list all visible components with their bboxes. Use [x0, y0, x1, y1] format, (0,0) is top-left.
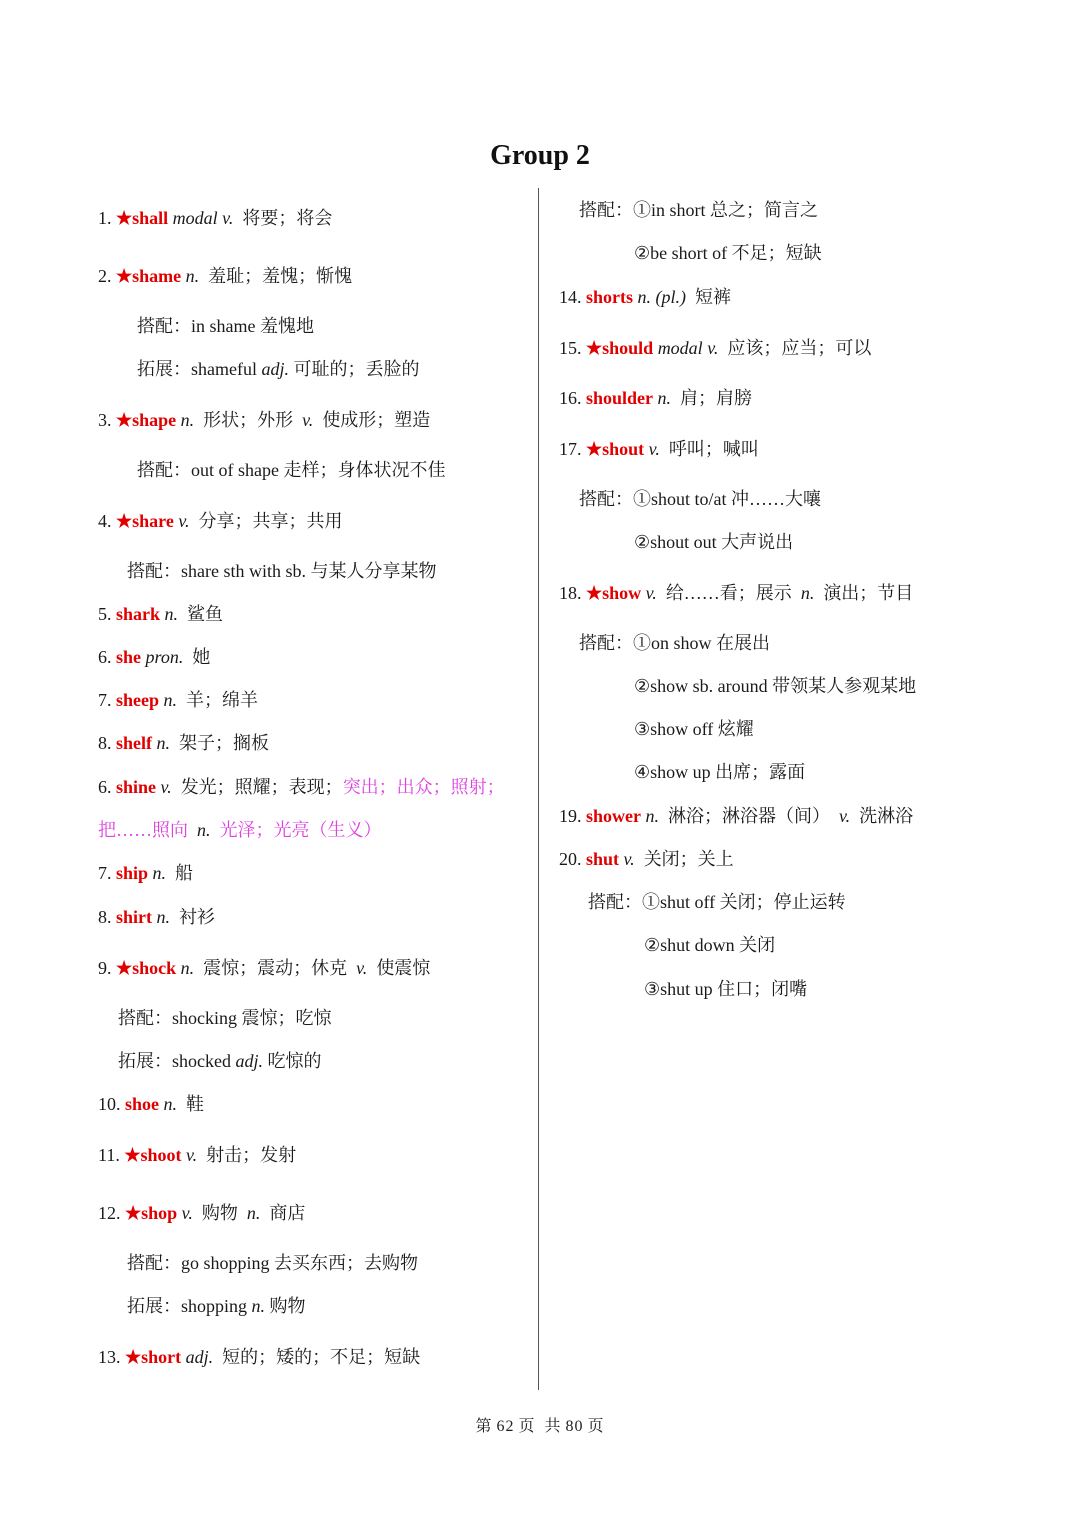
- extension-line: 拓展：shameful adj. 可耻的；丢脸的: [137, 359, 420, 379]
- headword: shoe: [125, 1094, 160, 1114]
- headword: sheep: [116, 690, 160, 710]
- entry-line: 18. ★show v. 给……看；展示 n. 演出；节目: [559, 583, 914, 603]
- entry-line: 6. shine v. 发光；照耀；表现；突出；出众；照射；: [98, 777, 505, 797]
- collocation-line: 搭配：go shopping 去买东西；去购物: [127, 1253, 419, 1273]
- entry-line: 5. shark n. 鲨鱼: [98, 604, 224, 624]
- page-footer: 第 62 页 共 80 页: [475, 1418, 605, 1435]
- headword: shock: [132, 958, 177, 978]
- headword: show: [602, 583, 642, 603]
- entry-line: 7. ship n. 船: [98, 863, 194, 883]
- headword: shark: [116, 604, 161, 624]
- entry-line: 19. shower n. 淋浴；淋浴器（间） v. 洗淋浴: [559, 806, 914, 826]
- collocation-line: 搭配：share sth with sb. 与某人分享某物: [127, 561, 437, 581]
- entry-line: 7. sheep n. 羊；绵羊: [98, 690, 259, 710]
- headword: shine: [116, 777, 157, 797]
- headword: shorts: [586, 287, 634, 307]
- extension-line: 拓展：shocked adj. 吃惊的: [118, 1051, 322, 1071]
- headword: short: [141, 1347, 182, 1367]
- headword: shape: [132, 410, 177, 430]
- headword: shelf: [116, 733, 152, 753]
- column-divider: [538, 188, 539, 1390]
- entry-line: 20. shut v. 关闭；关上: [559, 849, 734, 869]
- entry-line: 15. ★should modal v. 应该；应当；可以: [559, 338, 872, 358]
- collocation-line: ②show sb. around 带领某人参观某地: [634, 676, 917, 696]
- headword: share: [132, 511, 174, 531]
- entry-line: 1. ★shall modal v. 将要；将会: [98, 208, 333, 228]
- page-title: Group 2: [490, 140, 590, 171]
- headword: she: [116, 647, 142, 667]
- entry-line: 4. ★share v. 分享；共享；共用: [98, 511, 343, 531]
- headword: shout: [602, 439, 645, 459]
- entry-line: 13. ★short adj. 短的；矮的；不足；短缺: [98, 1347, 421, 1367]
- collocation-line: ②be short of 不足；短缺: [634, 243, 822, 263]
- collocation-line: 搭配：out of shape 走样；身体状况不佳: [137, 460, 446, 480]
- entry-line: 11. ★shoot v. 射击；发射: [98, 1145, 297, 1165]
- collocation-line: ②shout out 大声说出: [634, 532, 794, 552]
- entry-line: 17. ★shout v. 呼叫；喊叫: [559, 439, 759, 459]
- entry-continuation-line: 把……照向 n. 光泽；光亮（生义）: [98, 820, 382, 840]
- entry-line: 9. ★shock n. 震惊；震动；休克 v. 使震惊: [98, 958, 431, 978]
- entry-line: 8. shirt n. 衬衫: [98, 907, 215, 927]
- entry-line: 10. shoe n. 鞋: [98, 1094, 205, 1114]
- collocation-line: 搭配：shocking 震惊；吃惊: [118, 1008, 332, 1028]
- collocation-line: 搭配：①in short 总之；简言之: [579, 200, 819, 220]
- entry-line: 16. shoulder n. 肩；肩膀: [559, 388, 753, 408]
- headword: ship: [116, 863, 149, 883]
- collocation-line: ④show up 出席；露面: [634, 762, 806, 782]
- headword: shower: [586, 806, 641, 826]
- headword: shop: [141, 1203, 178, 1223]
- headword: shame: [132, 266, 182, 286]
- total-pages: 80: [565, 1418, 584, 1435]
- headword: shoulder: [586, 388, 654, 408]
- collocation-line: ②shut down 关闭: [644, 935, 776, 955]
- collocation-line: 搭配：in shame 羞愧地: [137, 316, 314, 336]
- entry-line: 3. ★shape n. 形状；外形 v. 使成形；塑造: [98, 410, 431, 430]
- extension-line: 拓展：shopping n. 购物: [127, 1296, 306, 1316]
- headword: shirt: [116, 907, 152, 927]
- page-number: 62: [496, 1418, 515, 1435]
- headword: shoot: [140, 1145, 182, 1165]
- collocation-line: 搭配：①shut off 关闭；停止运转: [588, 892, 846, 912]
- entry-line: 12. ★shop v. 购物 n. 商店: [98, 1203, 306, 1223]
- collocation-line: ③show off 炫耀: [634, 719, 754, 739]
- headword: shall: [132, 208, 169, 228]
- headword: should: [602, 338, 654, 358]
- entry-line: 8. shelf n. 架子；搁板: [98, 733, 269, 753]
- headword: shut: [586, 849, 620, 869]
- entry-line: 2. ★shame n. 羞耻；羞愧；惭愧: [98, 266, 353, 286]
- entry-line: 14. shorts n. (pl.) 短裤: [559, 287, 732, 307]
- collocation-line: 搭配：①on show 在展出: [579, 633, 771, 653]
- collocation-line: ③shut up 住口；闭嘴: [644, 979, 808, 999]
- collocation-line: 搭配：①shout to/at 冲……大嚷: [579, 489, 821, 509]
- entry-line: 6. she pron. 她: [98, 647, 211, 667]
